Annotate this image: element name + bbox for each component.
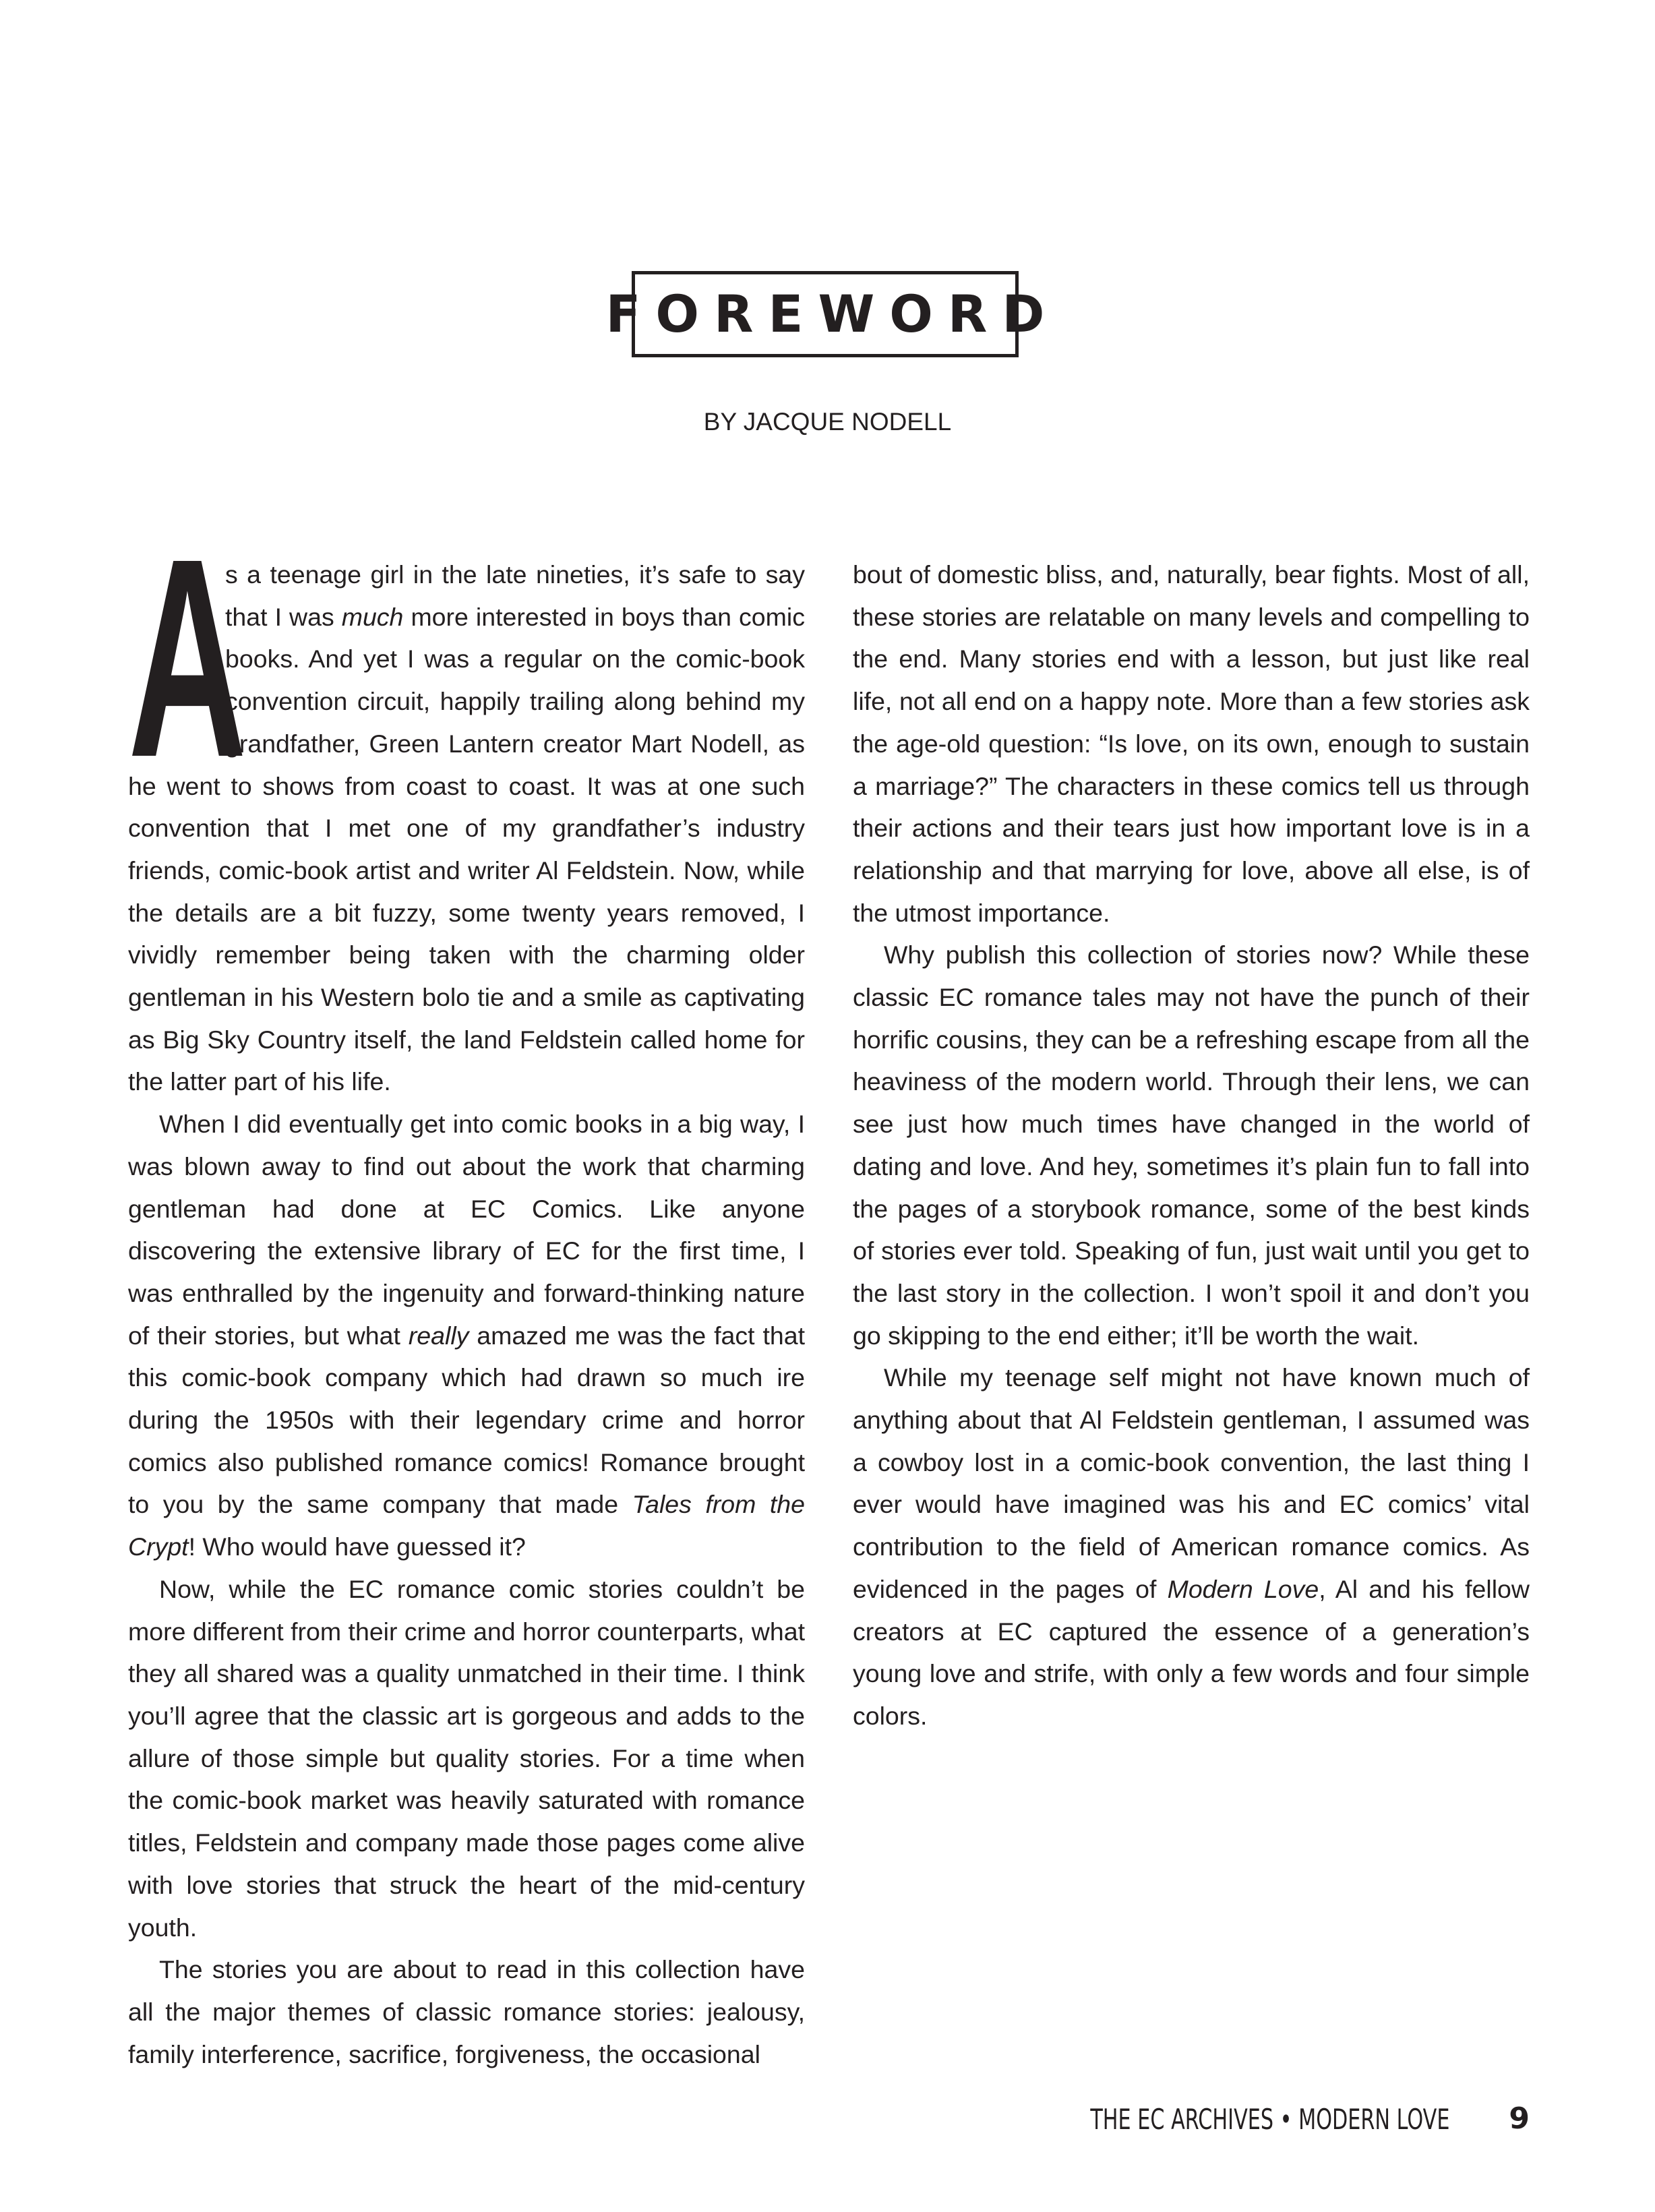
paragraph-2-book-title: Tales from the Crypt <box>128 1490 805 1561</box>
paragraph-4-continued: bout of domestic bliss, and, naturally, bear fights. Most of all, these stories are relatable on many levels and compelling to the end. Many stories end with a lesson, but just like real life, not all end on a happy note. More than a few stories ask the age-old question: “Is love, on its own, enough to sustain a marriage?” The characters in these comics tell us through their actions and their tears just how important love is in a relationship and that marrying for love, above all else, is of the utmost importance. <box>853 560 1530 927</box>
paragraph-6-text-c: , Al and his fellow creators at EC captured the essence of a generation’s young love and strife, with only a few words and four simple colors. <box>853 1574 1530 1730</box>
paragraph-1-emphasis: much <box>341 602 404 631</box>
page-title: FOREWORD <box>605 284 1060 344</box>
page-footer <box>0 2099 1655 2140</box>
paragraph-2-text-c: amazed me was the fact that this comic-book company which had drawn so much ire during the 1950s with their legendary crime and horror comics also published romance comics! Romance brought to you by the same company that made <box>128 1321 805 1519</box>
paragraph-2 <box>128 1103 805 1568</box>
paragraph-6-book-title: Modern Love <box>1167 1574 1319 1603</box>
paragraph-3: Now, while the EC romance comic stories couldn’t be more different from their crime and horror counterparts, what they all shared was a quality unmatched in their time. I think you’ll agree that the classic art is gorgeous and adds to the allure of those simple but quality stories. For a time when the comic-book market was heavily saturated with romance titles, Feldstein and company made those pages come alive with love stories that struck the heart of the mid-century youth. <box>128 1574 805 1942</box>
byline: BY JACQUE NODELL <box>703 408 952 436</box>
paragraph-1-text-a: s a teenage girl in the late nineties, it’s safe to say that I was <box>225 560 805 631</box>
left-column <box>128 500 805 2075</box>
foreword-title-box <box>605 271 1060 357</box>
paragraph-2-emphasis: really <box>408 1321 469 1350</box>
page-number: 9 <box>1509 2101 1530 2136</box>
drop-cap: A <box>128 500 247 816</box>
paragraph-1 <box>128 500 805 1103</box>
paragraph-2-text-a: When I did eventually get into comic books in a big way, I was blown away to find out about the work that charming gentleman had done at EC Comics. Like anyone discovering the extensive library of EC for the first time, I was enthralled by the ingenuity and forward-thinking nature of their stories, but what <box>128 1110 805 1350</box>
paragraph-2-text-e: ! Who would have guessed it? <box>188 1532 526 1561</box>
running-head: THE EC ARCHIVES • MODERN LOVE <box>1089 2103 1449 2136</box>
paragraph-1-text-c: more interested in boys than comic books. And yet I was a regular on the comic-book convention circuit, happily trailing along behind my grandfather, Green Lantern creator Mart Nodell, as he went to shows from coast to coast. It was at one such convention that I met one of my grandfather’s industry friends, comic-book artist and writer Al Feldstein. Now, while the details are a bit fuzzy, some twenty years removed, I vividly remember being taken with the charming older gentleman in his Western bolo tie and a smile as captivating as Big Sky Country itself, the land Feldstein called home for the latter part of his life. <box>128 602 805 1096</box>
right-column <box>853 554 1530 1737</box>
paragraph-4: The stories you are about to read in this collection have all the major themes of classic romance stories: jealousy, family interference, sacrifice, forgiveness, the occasional <box>128 1955 805 2068</box>
paragraph-5: Why publish this collection of stories now? While these classic EC romance tales may not have the punch of their horrific cousins, they can be a refreshing escape from all the heaviness of the modern world. Through their lens, we can see just how much times have changed in the world of dating and love. And hey, sometimes it’s plain fun to fall into the pages of a storybook romance, some of the best kinds of stories ever told. Speaking of fun, just wait until you get to the last story in the collection. I won’t spoil it and don’t you go skipping to the end either; it’ll be worth the wait. <box>853 940 1530 1350</box>
paragraph-6-text-a: While my teenage self might not have known much of anything about that Al Feldstein gentleman, I assumed was a cowboy lost in a comic-book convention, the last thing I ever would have imagined was his and EC comics’ vital contribution to the field of American romance comics. As evidenced in the pages of <box>853 1363 1530 1603</box>
paragraph-6 <box>853 1356 1530 1737</box>
